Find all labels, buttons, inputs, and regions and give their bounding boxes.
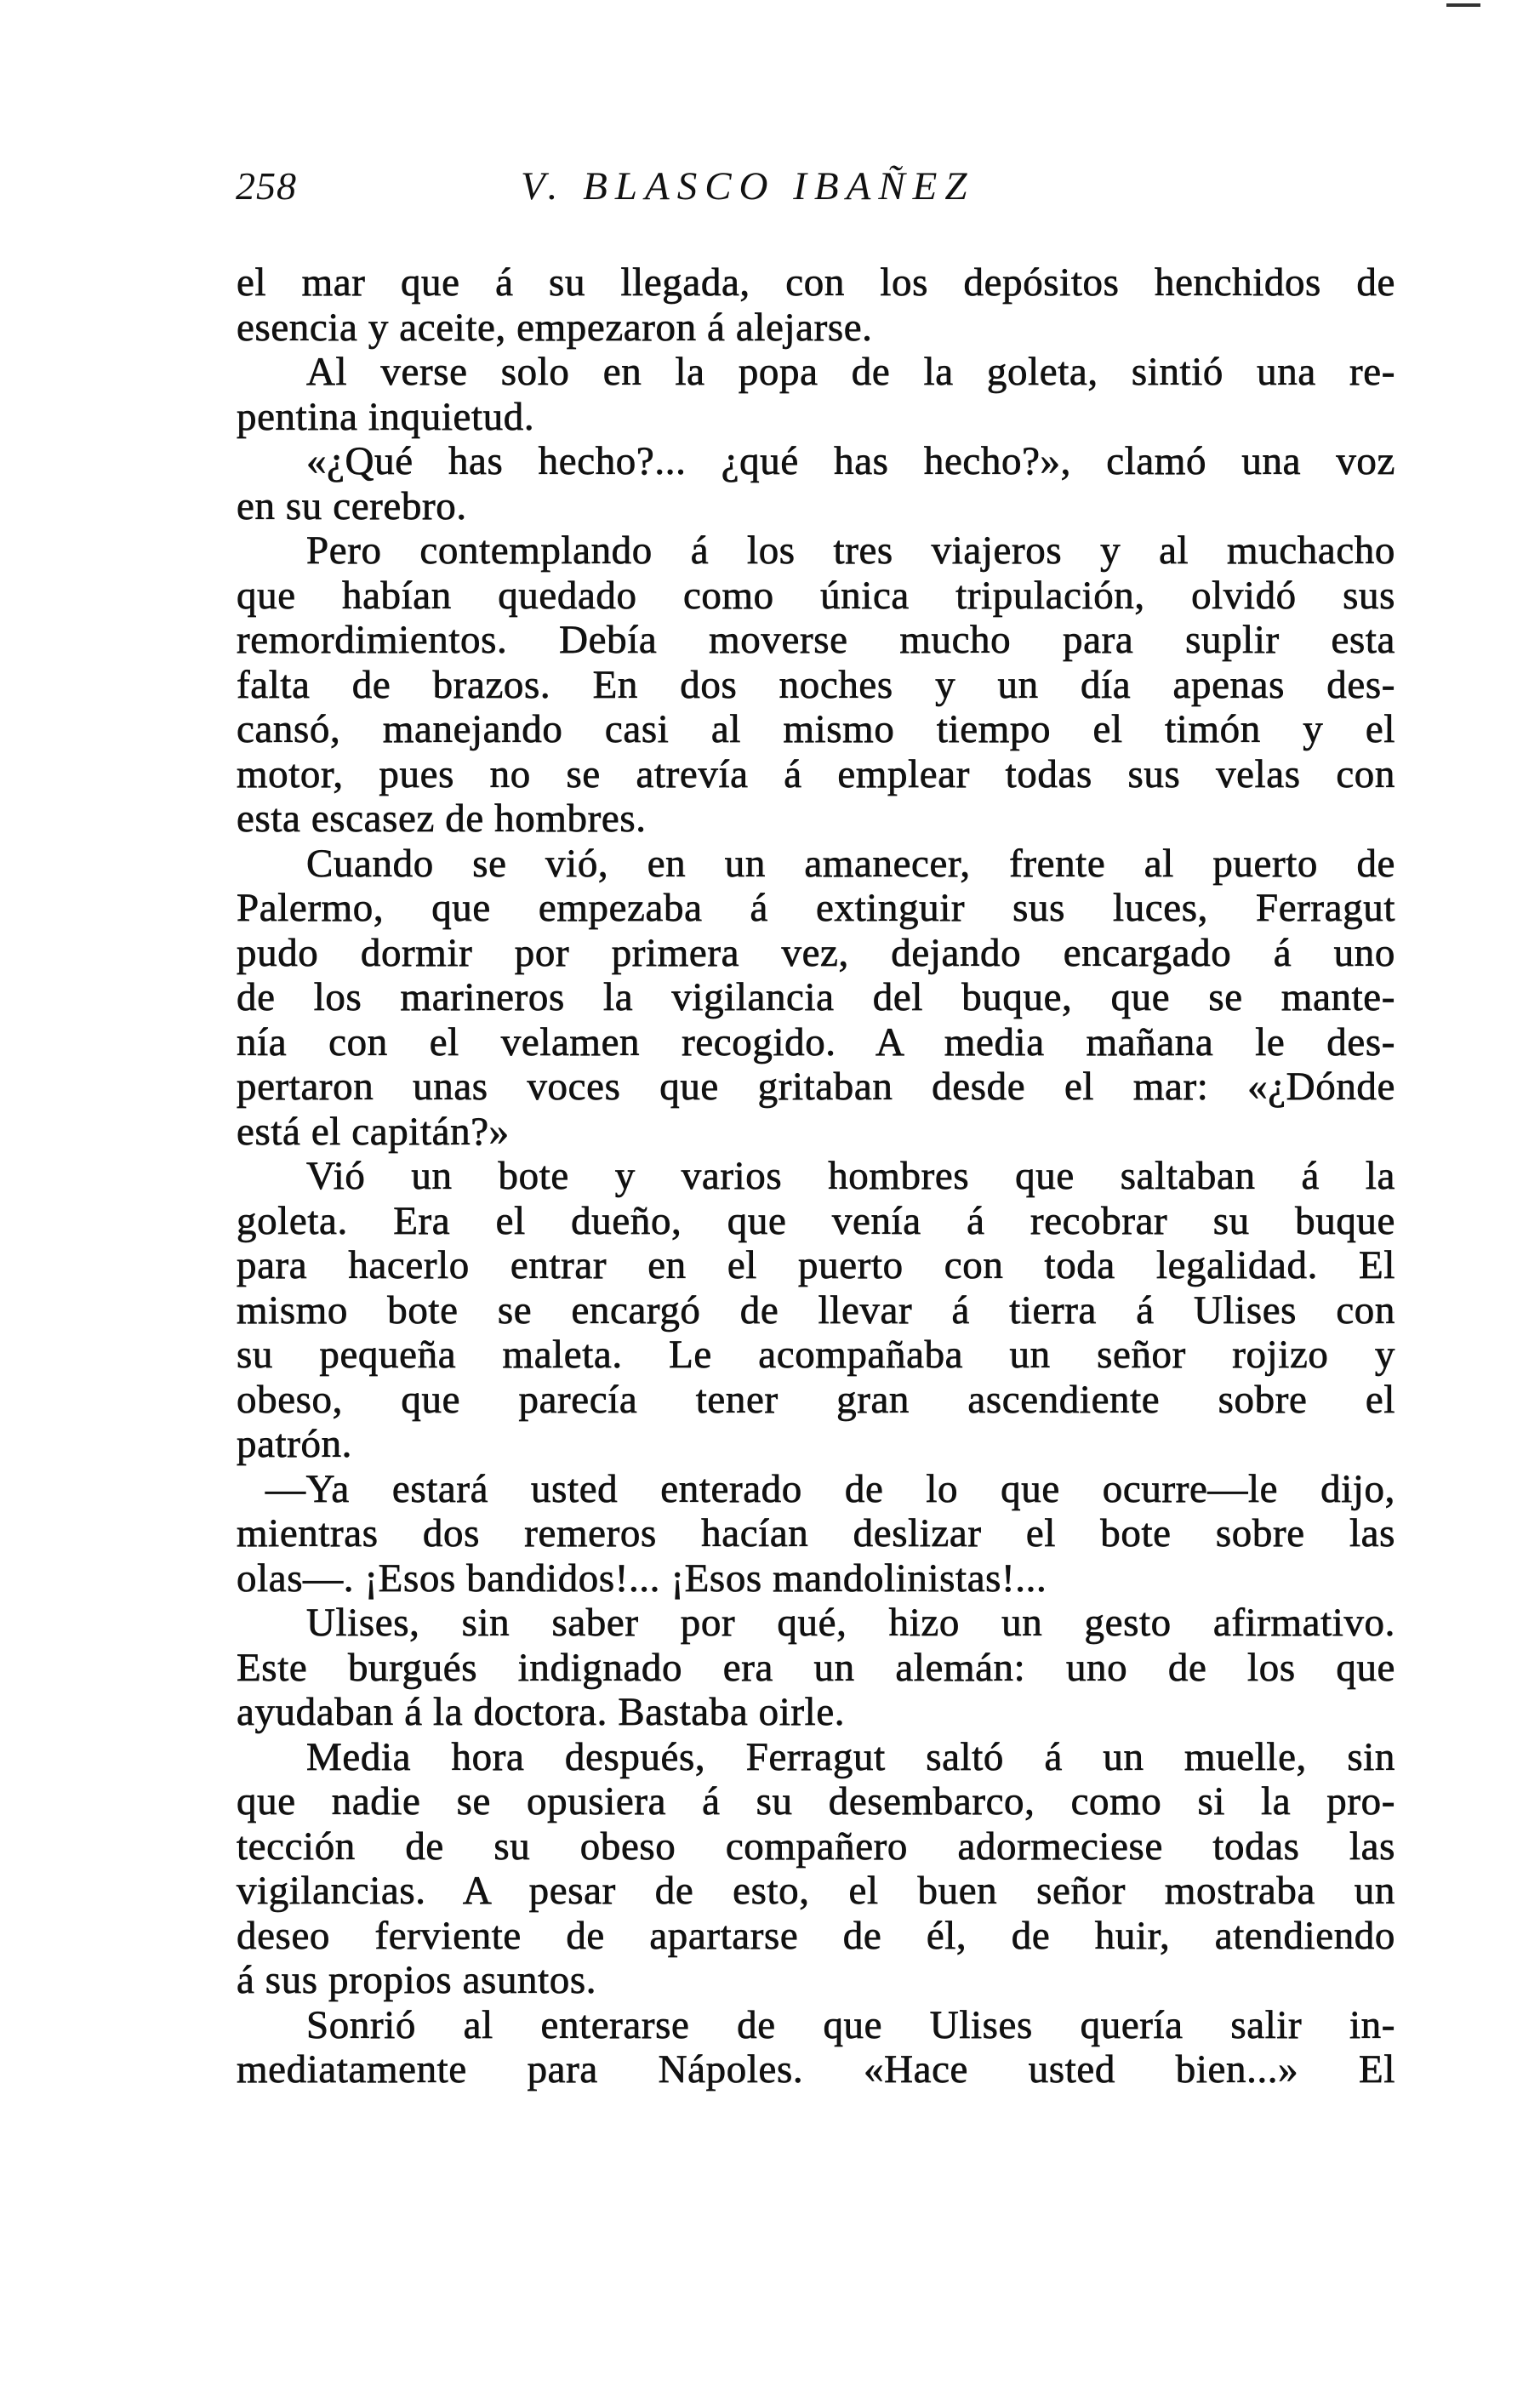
- text-line: ayudaban á la doctora. Bastaba oirle.: [237, 1690, 846, 1734]
- text-line: Vió un bote y varios hombres que saltaban á la: [306, 1154, 1395, 1198]
- text-line: á sus propios asuntos.: [237, 1958, 597, 2002]
- text-line: Palermo, que empezaba á extinguir sus luces, Ferragut: [237, 886, 1395, 930]
- text-line: mientras dos remeros hacían deslizar el bote sobre las: [237, 1511, 1395, 1555]
- text-line: —Ya estará usted enterado de lo que ocurre—le dijo,: [265, 1466, 1395, 1511]
- text-line: pertaron unas voces que gritaban desde el mar: «¿Dónde: [237, 1065, 1395, 1109]
- text-line: pudo dormir por primera vez, dejando encargado á uno: [237, 930, 1395, 975]
- text-line: esta escasez de hombres.: [237, 796, 647, 841]
- text-line: para hacerlo entrar en el puerto con toda legalidad. El: [237, 1243, 1395, 1287]
- text-line: Cuando se vió, en un amanecer, frente al puerto de: [306, 841, 1395, 886]
- text-line: falta de brazos. En dos noches y un día apenas des-: [237, 662, 1395, 707]
- text-line: «¿Qué has hecho?... ¿qué has hecho?», clamó una voz: [306, 439, 1395, 483]
- text-line: vigilancias. A pesar de esto, el buen señor mostraba un: [237, 1869, 1395, 1913]
- text-line: Al verse solo en la popa de la goleta, sintió una re-: [306, 350, 1395, 394]
- text-line: cansó, manejando casi al mismo tiempo el timón y el: [237, 707, 1395, 751]
- text-line: Pero contemplando á los tres viajeros y al muchacho: [306, 528, 1395, 573]
- text-line: obeso, que parecía tener gran ascendiente sobre el: [237, 1377, 1395, 1422]
- page-number: 258: [236, 164, 297, 208]
- text-line: su pequeña maleta. Le acompañaba un señor rojizo y: [237, 1333, 1395, 1377]
- text-line: pentina inquietud.: [237, 394, 535, 439]
- text-line: en su cerebro.: [237, 483, 467, 528]
- text-line: Sonrió al enterarse de que Ulises quería salir in-: [306, 2002, 1395, 2047]
- text-line: nía con el velamen recogido. A media mañana le des-: [237, 1019, 1395, 1065]
- text-line: patrón.: [237, 1422, 353, 1466]
- text-line: goleta. Era el dueño, que venía á recobrar su buque: [237, 1198, 1395, 1243]
- running-head: V. BLASCO IBAÑEZ: [521, 164, 975, 208]
- text-line: está el capitán?»: [237, 1109, 510, 1154]
- text-line: esencia y aceite, empezaron á alejarse.: [237, 305, 873, 350]
- text-line: tección de su obeso compañero adormeciese todas las: [237, 1824, 1395, 1869]
- text-line: mismo bote se encargó de llevar á tierra á Ulises con: [237, 1287, 1395, 1333]
- text-line: Este burgués indignado era un alemán: uno de los que: [237, 1645, 1395, 1690]
- text-line: deseo ferviente de apartarse de él, de huir, atendiendo: [237, 1913, 1395, 1958]
- scan-artifact: [1446, 3, 1480, 7]
- body-text: [237, 260, 1395, 2092]
- text-line: Ulises, sin saber por qué, hizo un gesto afirmativo.: [306, 1601, 1395, 1645]
- text-line: el mar que á su llegada, con los depósitos henchidos de: [237, 260, 1395, 305]
- text-line: que habían quedado como única tripulación, olvidó sus: [237, 573, 1395, 618]
- text-line: motor, pues no se atrevía á emplear todas sus velas con: [237, 751, 1395, 796]
- text-line: olas—. ¡Esos bandidos!... ¡Esos mandolinistas!...: [237, 1555, 1047, 1601]
- text-line: de los marineros la vigilancia del buque, que se mante-: [237, 975, 1395, 1019]
- text-line: que nadie se opusiera á su desembarco, como si la pro-: [237, 1779, 1395, 1824]
- text-line: remordimientos. Debía moverse mucho para suplir esta: [237, 618, 1395, 662]
- text-line: Media hora después, Ferragut saltó á un muelle, sin: [306, 1734, 1395, 1779]
- text-line: mediatamente para Nápoles. «Hace usted bien...» El: [237, 2047, 1395, 2092]
